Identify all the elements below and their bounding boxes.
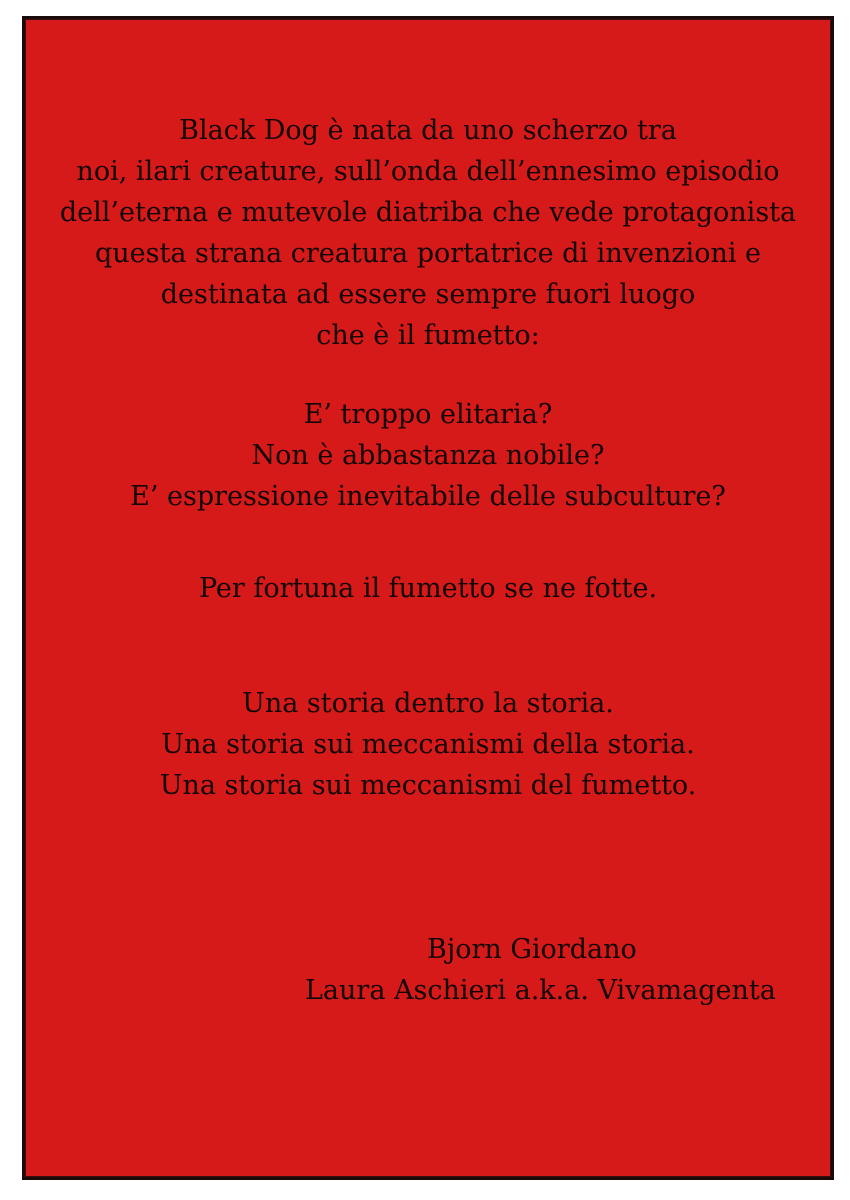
question-line: E’ troppo elitaria? [303, 399, 553, 430]
intro-paragraph [25, 110, 831, 356]
intro-line: dell’eterna e mutevole diatriba che vede protagonista [59, 197, 797, 228]
story-line: Una storia sui meccanismi della storia. [161, 729, 695, 760]
question-line: Non è abbastanza nobile? [251, 440, 605, 471]
intro-line: che è il fumetto: [316, 320, 540, 351]
story-line: Una storia sui meccanismi del fumetto. [159, 770, 697, 801]
intro-line: questa strana creatura portatrice di invenzioni e [94, 238, 762, 269]
intro-line: destinata ad essere sempre fuori luogo [160, 279, 696, 310]
closing-text: Per fortuna il fumetto se ne fotte. [198, 573, 658, 604]
story-line: Una storia dentro la storia. [242, 688, 614, 719]
question-line: E’ espressione inevitabile delle subculture? [130, 481, 726, 512]
intro-line: Black Dog è nata da uno scherzo tra [179, 115, 677, 146]
closing-line [25, 568, 831, 609]
intro-line: noi, ilari creature, sull’onda dell’ennesimo episodio [76, 156, 780, 187]
stories-block [25, 683, 831, 806]
author-name: Bjorn Giordano [427, 934, 637, 965]
questions-block [25, 394, 831, 517]
author-name: Laura Aschieri a.k.a. Vivamagenta [305, 975, 776, 1006]
red-panel [22, 16, 834, 1180]
